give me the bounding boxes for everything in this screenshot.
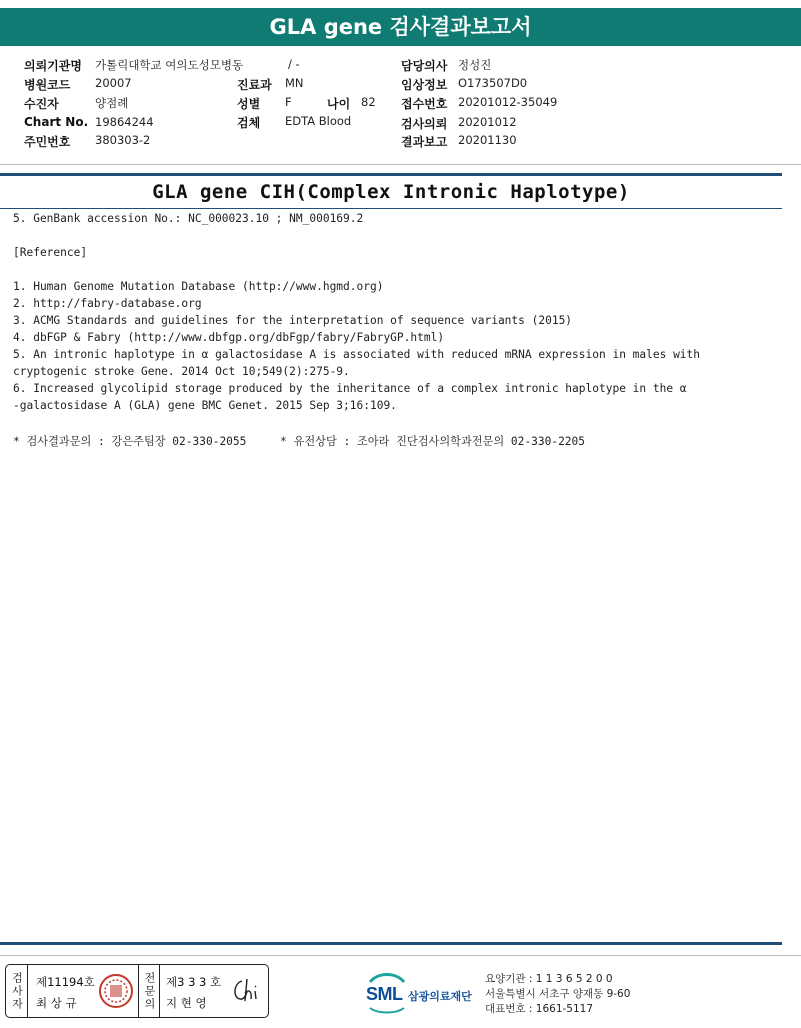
body-line: -galactosidase A (GLA) gene BMC Genet. 2015 Sep 3;16:109. xyxy=(13,399,397,412)
value-requesting-institution: 가톨릭대학교 여의도성모병동 xyxy=(95,58,244,72)
seal-stamp-icon xyxy=(98,973,134,1009)
label-receipt-no: 접수번호 xyxy=(401,97,448,111)
value-clinical-info: O173507D0 xyxy=(458,76,528,90)
signature-box xyxy=(5,964,269,1018)
value-ward: / - xyxy=(288,57,300,71)
label-result-report: 결과보고 xyxy=(401,135,448,149)
footer-divider xyxy=(0,955,801,956)
foundation-name: 삼광의료재단 xyxy=(408,990,472,1003)
tester-vertical-label xyxy=(6,965,28,1017)
body-line: [Reference] xyxy=(13,246,88,259)
value-receipt-no: 20201012-35049 xyxy=(458,95,558,109)
body-line: 4. dbFGP & Fabry (http://www.dbfgp.org/dbFgp/fabry/FabryGP.html) xyxy=(13,331,445,344)
specialist-vertical-text: 전문의 xyxy=(143,971,156,1011)
value-test-request: 20201012 xyxy=(458,115,517,129)
value-result-report: 20201130 xyxy=(458,133,517,147)
org-info xyxy=(485,972,630,1017)
label-test-request: 검사의뢰 xyxy=(401,117,448,131)
section-title-rule xyxy=(0,208,782,209)
tester-vertical-text: 검사자 xyxy=(10,971,24,1011)
label-specimen: 검체 xyxy=(237,116,261,130)
value-sex: F xyxy=(285,95,292,109)
specialist-name: 지 현 영 xyxy=(166,996,207,1010)
tester-license: 제11194호 xyxy=(36,975,95,989)
body-line: 5. An intronic haplotype in α galactosidase A is associated with reduced mRNA expression in males with xyxy=(13,348,701,361)
value-age: 82 xyxy=(361,95,376,109)
sml-logo-text: SML xyxy=(366,984,403,1004)
body-line: 1. Human Genome Mutation Database (http://www.hgmd.org) xyxy=(13,280,384,293)
value-hospital-code: 20007 xyxy=(95,76,132,90)
org-code: 요양기관 : 1 1 3 6 5 2 0 0 xyxy=(485,973,613,985)
value-specimen: EDTA Blood xyxy=(285,114,352,128)
label-sex: 성별 xyxy=(237,97,261,111)
handwritten-signature-icon xyxy=(228,975,264,1007)
label-resident-no: 주민번호 xyxy=(24,135,71,149)
value-chart-no: 19864244 xyxy=(95,115,154,129)
tester-name: 최 상 규 xyxy=(36,996,77,1010)
specialist-license: 제3 3 3 호 xyxy=(166,975,222,989)
label-age: 나이 xyxy=(327,97,351,111)
value-resident-no: 380303-2 xyxy=(95,133,151,147)
label-requesting-institution: 의뢰기관명 xyxy=(24,59,82,73)
body-line: 5. GenBank accession No.: NC_000023.10 ; NM_000169.2 xyxy=(13,212,364,225)
label-chart-no: Chart No. xyxy=(24,115,89,129)
body-line: 3. ACMG Standards and guidelines for the interpretation of sequence variants (2015) xyxy=(13,314,573,327)
label-patient: 수진자 xyxy=(24,97,59,111)
label-clinical-info: 임상정보 xyxy=(401,78,448,92)
footer-rule xyxy=(0,942,782,945)
section-top-rule xyxy=(0,173,782,176)
org-address: 서울특별시 서초구 양재동 9-60 xyxy=(485,988,631,1000)
header-divider xyxy=(0,164,801,165)
label-department: 진료과 xyxy=(237,78,272,92)
section-title: GLA gene CIH(Complex Intronic Haplotype) xyxy=(152,181,630,203)
body-line: cryptogenic stroke Gene. 2014 Oct 10;549(2):275-9. xyxy=(13,365,350,378)
value-department: MN xyxy=(285,76,304,90)
body-line: 6. Increased glycolipid storage produced by the inheritance of a complex intronic haplotype in the α xyxy=(13,382,687,395)
org-phone: 대표번호 : 1661-5117 xyxy=(485,1003,594,1015)
specialist-vertical-label xyxy=(138,965,160,1017)
patient-info xyxy=(0,56,801,154)
report-title: GLA gene 검사결과보고서 xyxy=(0,8,801,46)
label-hospital-code: 병원코드 xyxy=(24,78,71,92)
label-doctor: 담당의사 xyxy=(401,59,448,73)
contact-line: * 검사결과문의 : 강은주팀장 02-330-2055 * 유전상담 : 조아라 진단검사의학과전문의 02-330-2205 xyxy=(13,435,586,448)
value-patient: 양점례 xyxy=(95,96,129,110)
body-line: 2. http://fabry-database.org xyxy=(13,297,202,310)
value-doctor: 정성진 xyxy=(458,58,492,72)
